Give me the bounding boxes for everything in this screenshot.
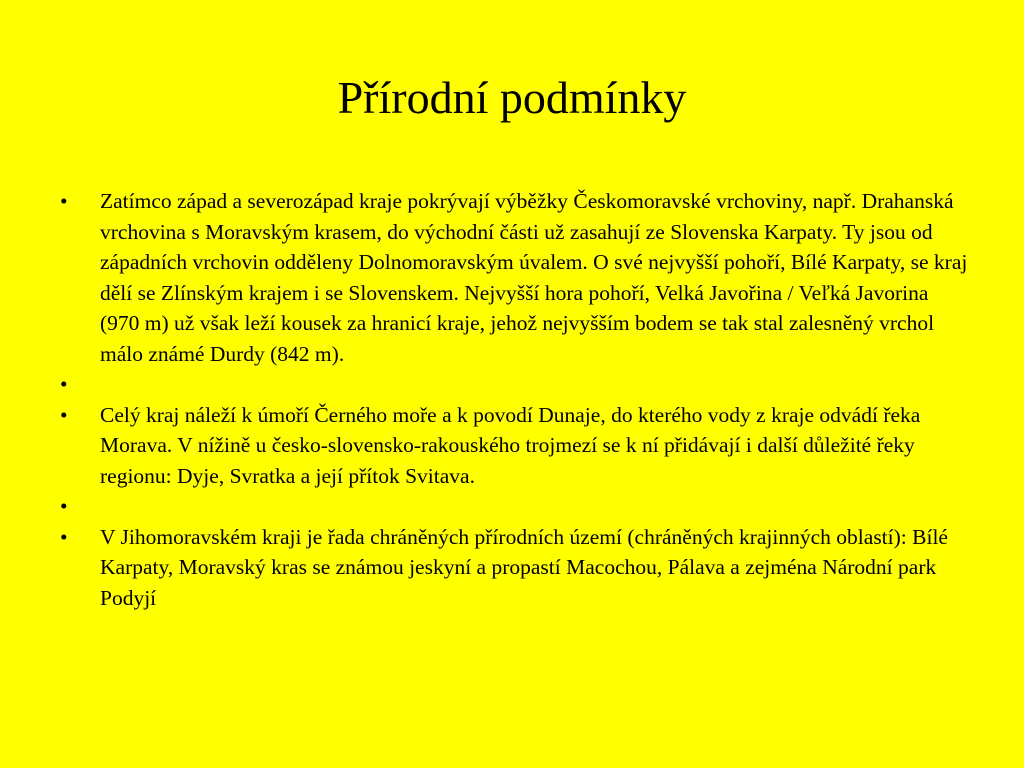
bullet-marker: • [60,524,68,549]
bullet-item [60,400,970,492]
bullet-item-empty [60,369,970,400]
bullet-text: Zatímco západ a severozápad kraje pokrývají výběžky Českomoravské vrchoviny, např. Drahanská vrchovina s Moravským krasem, do východní části už zasahují ze Slovenska Karpaty. Ty jsou od západních vrchovin odděleny Dolnomoravským úvalem. O své nejvyšší pohoří, Bílé Karpaty, se kraj dělí se Zlínským krajem i se Slovenskem. Nejvyšší hora pohoří, Velká Javořina / Veľká Javorina (970 m) už však leží kousek za hranicí kraje, jehož nejvyšším bodem se tak stal zalesněný vrchol málo známé Durdy (842 m). [100,189,968,366]
bullet-list [60,186,970,613]
bullet-item-empty [60,491,970,522]
bullet-item [60,522,970,614]
bullet-text: V Jihomoravském kraji je řada chráněných přírodních území (chráněných krajinných oblastí): Bílé Karpaty, Moravský kras se známou jeskyní a propastí Macochou, Pálava a zejména Národní park Podyjí [100,524,948,610]
bullet-marker: • [60,189,68,213]
bullet-item [60,186,970,369]
bullet-marker: • [60,372,68,396]
slide-title: Přírodní podmínky [337,72,687,123]
bullet-text: Celý kraj náleží k úmoří Černého moře a k povodí Dunaje, do kterého vody z kraje odvádí řeka Morava. V nížině u česko-slovensko-rakouského trojmezí se k ní přidávají i další důležité řeky regionu: Dyje, Svratka a její přítok Svitava. [100,402,921,488]
bullet-marker: • [60,494,68,518]
bullet-marker: • [60,402,68,427]
